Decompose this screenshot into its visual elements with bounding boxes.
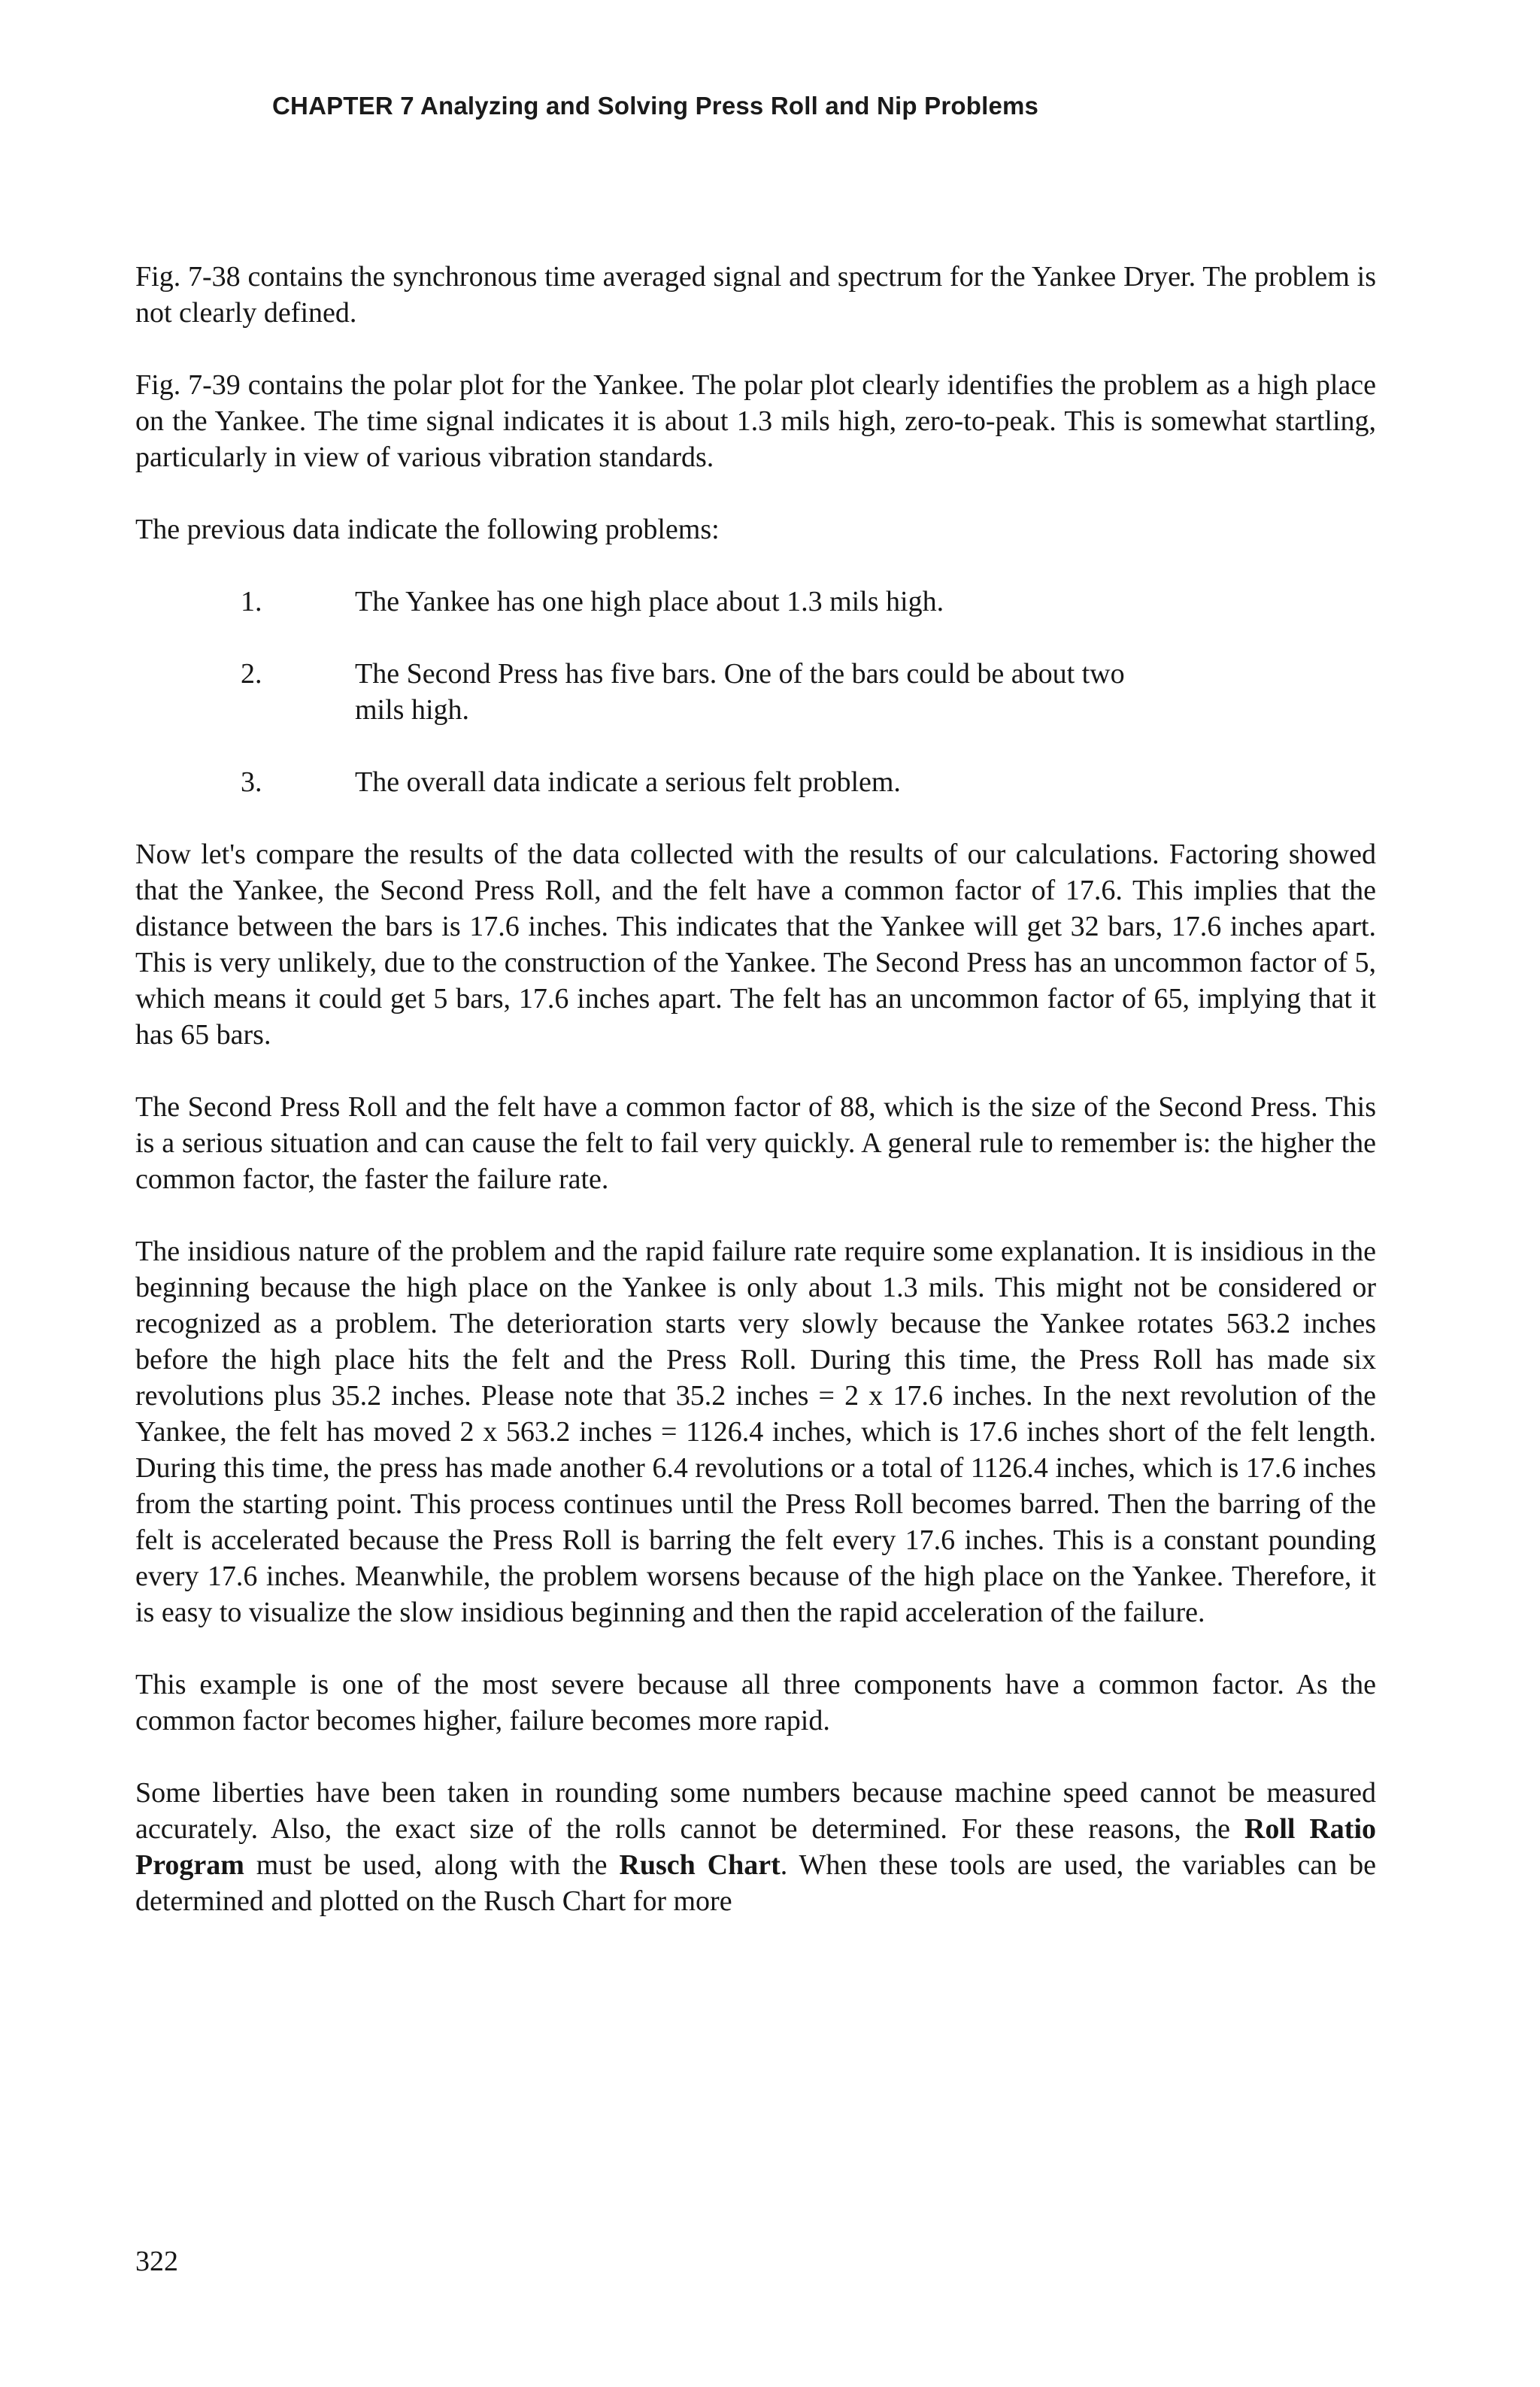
problems-list [135,584,1376,800]
list-item-number: 3. [241,766,262,798]
paragraph-insidious-nature: The insidious nature of the problem and the rapid failure rate require some explanation. It is insidious in the beginning because the high place on the Yankee is only about 1.3 mils. This might not be considered or recognized as a problem. The deterioration starts very slowly because the Yankee rotates 563.2 inches before the high place hits the felt and the Press Roll. During this time, the Press Roll has made six revolutions plus 35.2 inches. Please note that 35.2 inches = 2 x 17.6 inches. In the next revolution of the Yankee, the felt has moved 2 x 563.2 inches = 1126.4 inches, which is 17.6 inches short of the felt length. During this time, the press has made another 6.4 revolutions or a total of 1126.4 inches, which is 17.6 inches from the starting point. This process continues until the Press Roll becomes barred. Then the barring of the felt is accelerated because the Press Roll is barring the felt every 17.6 inches. This is a constant pounding every 17.6 inches. Meanwhile, the problem worsens because of the high place on the Yankee. Therefore, it is easy to visualize the slow insidious beginning and then the rapid acceleration of the failure. [135,1236,1376,1628]
chapter-header: CHAPTER 7 Analyzing and Solving Press Roll and Nip Problems [272,92,1039,120]
roll-ratio-text-1: Some liberties have been taken in rounding some numbers because machine speed cannot be measured accurately. Also, the exact size of the rolls cannot be determined. For these reasons, the [135,1777,1376,1845]
roll-ratio-text-2: must be used, along with the [244,1849,620,1881]
paragraph-fig-7-38: Fig. 7-38 contains the synchronous time averaged signal and spectrum for the Yankee Dryer. The problem is not clearly defined. [135,261,1376,329]
rusch-chart-term: Rusch Chart [619,1849,781,1881]
paragraph-fig-7-39: Fig. 7-39 contains the polar plot for the Yankee. The polar plot clearly identifies the problem as a high place on the Yankee. The time signal indicates it is about 1.3 mils high, zero-to-peak. This is somewhat startling, particularly in view of various vibration standards. [135,369,1376,473]
list-item-text: The Second Press has five bars. One of the bars could be about two mils high. [355,658,1125,726]
list-item [135,656,1376,728]
list-item [135,764,1376,800]
roll-ratio-text-3: . When these tools are used, the variables can be determined and plotted on the Rusch Chart for more [135,1849,1376,1917]
paragraph-roll-ratio [135,1775,1376,1919]
list-item-text: The overall data indicate a serious felt problem. [355,766,901,798]
paragraph-problems-intro: The previous data indicate the following problems: [135,514,720,545]
paragraph-severity: This example is one of the most severe because all three components have a common factor. As the common factor becomes higher, failure becomes more rapid. [135,1669,1376,1736]
list-item-number: 2. [241,658,262,690]
roll-ratio-program-term: Roll Ratio Program [135,1813,1376,1881]
body-text [135,259,1376,1919]
page-number: 322 [135,2246,178,2277]
paragraph-common-factor: The Second Press Roll and the felt have a common factor of 88, which is the size of the Second Press. This is a serious situation and can cause the felt to fail very quickly. A general rule to remember is: the higher the common factor, the faster the failure rate. [135,1091,1376,1195]
list-item-number: 1. [241,586,262,617]
list-item [135,584,1376,620]
list-item-text: The Yankee has one high place about 1.3 mils high. [355,586,944,617]
paragraph-comparison: Now let's compare the results of the data collected with the results of our calculations. Factoring showed that the Yankee, the Second Press Roll, and the felt have a common factor of 17.6. This implies that the distance between the bars is 17.6 inches. This indicates that the Yankee will get 32 bars, 17.6 inches apart. This is very unlikely, due to the construction of the Yankee. The Second Press has an uncommon factor of 5, which means it could get 5 bars, 17.6 inches apart. The felt has an uncommon factor of 65, implying that it has 65 bars. [135,839,1376,1051]
